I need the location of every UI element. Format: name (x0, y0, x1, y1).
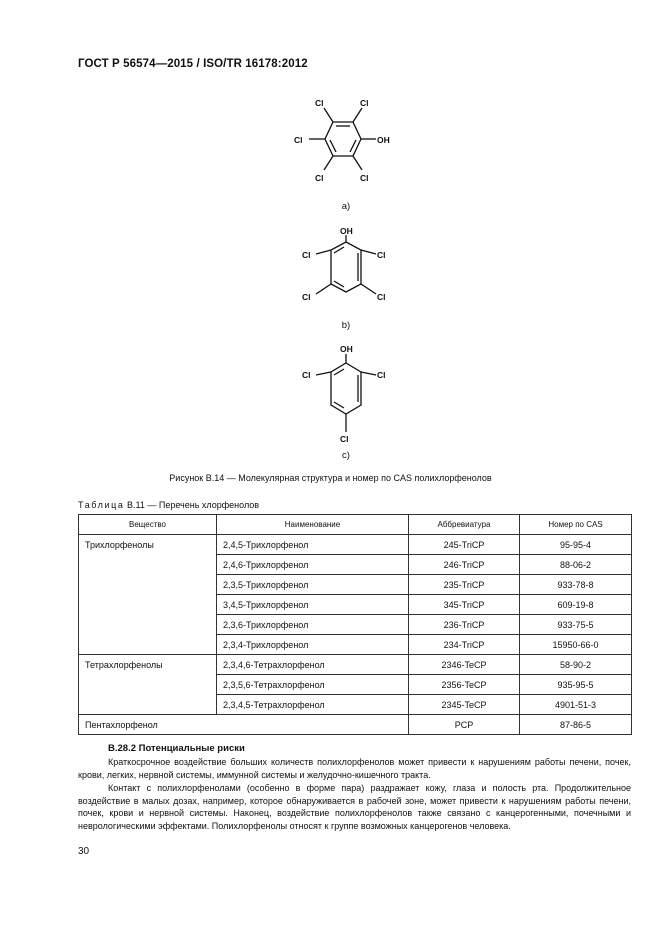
cell-abbr: 245-TriCP (409, 535, 520, 555)
table-caption-text: В.11 — Перечень хлорфенолов (124, 500, 260, 510)
paragraph-1: Краткосрочное воздействие больших количеств полихлорфенолов может привести к нарушениям работы печени, почек, крови, легких, нервной системы, иммунной системы и желудочно-кишечного тракта. (78, 757, 631, 780)
header-cas-number: Номер по CAS (520, 515, 632, 535)
cell-abbr: PCP (409, 715, 520, 735)
cell-abbr: 236-TriCP (409, 615, 520, 635)
cell-abbr: 2345-TeCP (409, 695, 520, 715)
cell-abbr: 234-TriCP (409, 635, 520, 655)
figure-sublabel-b: b) (341, 320, 351, 331)
mol-a-label-oh: OH (377, 135, 390, 145)
table-caption-prefix: Таблица (78, 500, 125, 510)
cell-name: 2,3,4,5-Тетрахлорфенол (217, 695, 409, 715)
header-abbreviation: Аббревиатура (409, 515, 520, 535)
cell-cas: 87-86-5 (520, 715, 632, 735)
group-substance: Трихлорфенолы (79, 535, 217, 655)
cell-cas: 935-95-5 (520, 675, 632, 695)
mol-c-label-cl3: Cl (340, 434, 349, 444)
mol-a-label-cl1: Cl (315, 98, 324, 108)
group-substance: Тетрахлорфенолы (79, 655, 217, 715)
cell-cas: 58-90-2 (520, 655, 632, 675)
mol-c-label-oh: OH (340, 344, 353, 354)
mol-a-label-cl3: Cl (294, 135, 303, 145)
table-row (79, 535, 632, 555)
figure-sublabel-c: c) (342, 450, 350, 461)
cell-name: 2,3,5,6-Тетрахлорфенол (217, 675, 409, 695)
mol-b-label-cl4: Cl (377, 292, 386, 302)
molecule-b-drawing (296, 223, 396, 305)
cell-cas: 933-78-8 (520, 575, 632, 595)
chlorophenols-table (78, 514, 632, 735)
cell-cas: 609-19-8 (520, 595, 632, 615)
cell-cas: 4901-51-3 (520, 695, 632, 715)
cell-cas: 95-95-4 (520, 535, 632, 555)
mol-b-label-cl1: Cl (302, 250, 311, 260)
cell-cas: 933-75-5 (520, 615, 632, 635)
mol-a-label-cl4: Cl (315, 173, 324, 183)
cell-abbr: 246-TriCP (409, 555, 520, 575)
header-name: Наименование (217, 515, 409, 535)
table-header-row (79, 515, 632, 535)
cell-abbr: 235-TriCP (409, 575, 520, 595)
molecule-a-drawing (290, 95, 402, 187)
molecule-c-drawing (296, 341, 396, 445)
cell-name: 2,4,6-Трихлорфенол (217, 555, 409, 575)
cell-name: 2,3,5-Трихлорфенол (217, 575, 409, 595)
mol-b-label-oh: OH (340, 226, 353, 236)
mol-a-label-cl2: Cl (360, 98, 369, 108)
molecule-a-structure (290, 95, 402, 187)
table-row (79, 715, 632, 735)
cell-abbr: 2346-TeCP (409, 655, 520, 675)
figure-caption: Рисунок В.14 — Молекулярная структура и номер по CAS полихлорфенолов (169, 473, 492, 483)
header-substance: Вещество (79, 515, 217, 535)
mol-c-label-cl1: Cl (302, 370, 311, 380)
cell-cas: 15950-66-0 (520, 635, 632, 655)
cell-name: 2,3,6-Трихлорфенол (217, 615, 409, 635)
paragraph-2: Контакт с полихлорфенолами (особенно в форме пара) раздражает кожу, глаза и полость рта. Продолжительное воздействие в малых дозах, например, которое обнаруживается в рабочей зоне, может привести к нарушениям работы печени, почек, крови и нервной системы. Наконец, воздействие полихлорфенолов также связано с канцерогенными, почечными и неврологическими эффектами. Полихлорфенолы относят к группе возможных канцерогенов человека. (78, 783, 631, 831)
cell-name: 2,3,4,6-Тетрахлорфенол (217, 655, 409, 675)
mol-b-label-cl2: Cl (377, 250, 386, 260)
cell-name: 3,4,5-Трихлорфенол (217, 595, 409, 615)
cell-abbr: 2356-TeCP (409, 675, 520, 695)
cell-name: 2,3,4-Трихлорфенол (217, 635, 409, 655)
cell-name: 2,4,5-Трихлорфенол (217, 535, 409, 555)
table-row (79, 655, 632, 675)
mol-c-label-cl2: Cl (377, 370, 386, 380)
cell-abbr: 345-TriCP (409, 595, 520, 615)
document-header: ГОСТ Р 56574—2015 / ISO/TR 16178:2012 (78, 58, 308, 70)
section-heading: В.28.2 Потенциальные риски (108, 743, 245, 754)
molecule-c-structure (296, 341, 396, 445)
figure-sublabel-a: a) (341, 201, 351, 212)
mol-b-label-cl3: Cl (302, 292, 311, 302)
table-caption (78, 500, 259, 510)
group-substance: Пентахлорфенол (79, 715, 409, 735)
molecule-b-structure (296, 223, 396, 305)
cell-cas: 88-06-2 (520, 555, 632, 575)
mol-a-label-cl5: Cl (360, 173, 369, 183)
page-number: 30 (78, 846, 90, 857)
